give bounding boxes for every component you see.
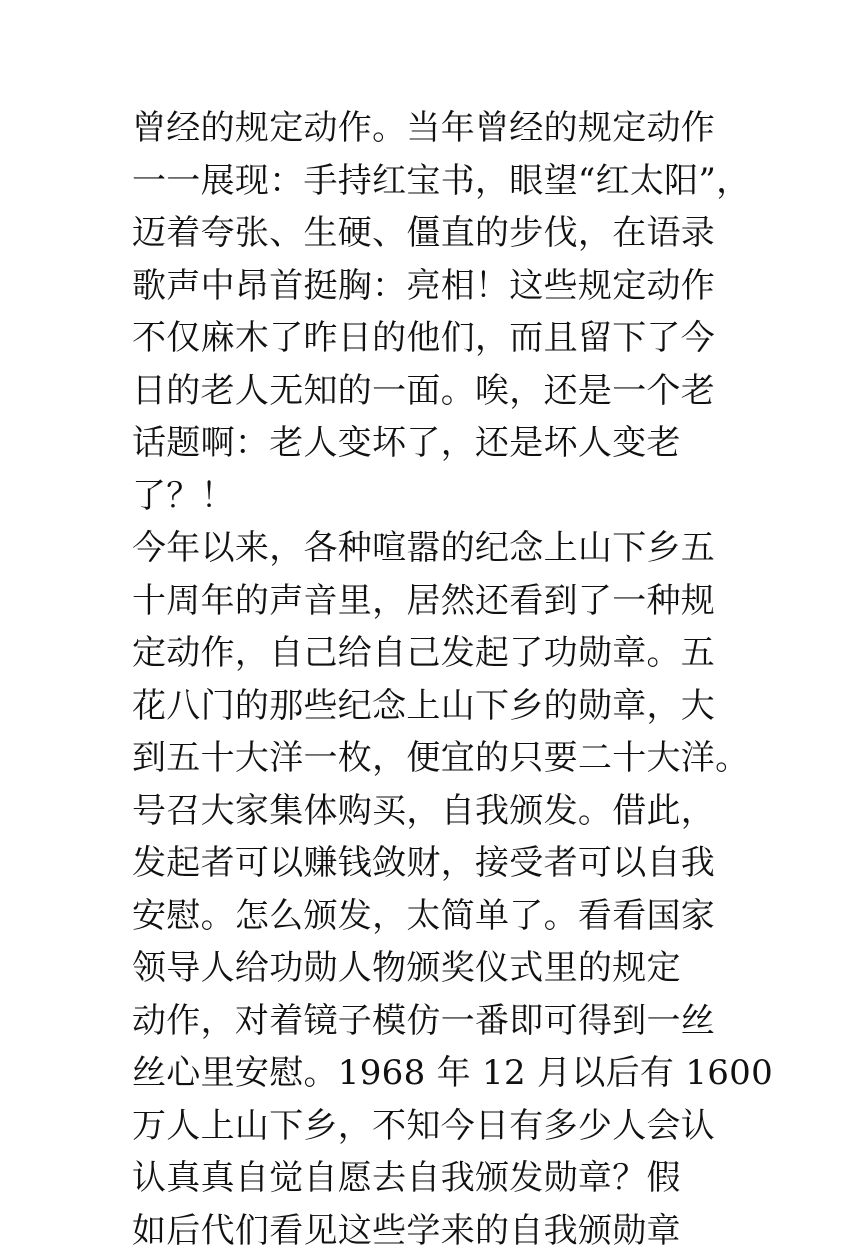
text-line: 了？！ xyxy=(132,470,772,523)
text-line: 到五十大洋一枚，便宜的只要二十大洋。 xyxy=(132,732,772,785)
text-line: 如后代们看见这些学来的自我颁勋章 xyxy=(132,1205,772,1257)
text-line: 今年以来，各种喧嚣的纪念上山下乡五 xyxy=(132,522,772,575)
text-line: 安慰。怎么颁发，太简单了。看看国家 xyxy=(132,890,772,943)
text-line: 万人上山下乡，不知今日有多少人会认 xyxy=(132,1100,772,1153)
text-line: 号召大家集体购买，自我颁发。借此， xyxy=(132,785,772,838)
body-text xyxy=(132,102,772,1257)
text-line: 话题啊：老人变坏了，还是坏人变老 xyxy=(132,417,772,470)
text-line: 花八门的那些纪念上山下乡的勋章，大 xyxy=(132,680,772,733)
text-line: 一一展现：手持红宝书，眼望“红太阳”， xyxy=(132,155,772,208)
text-line: 定动作，自己给自己发起了功勋章。五 xyxy=(132,627,772,680)
text-line: 歌声中昂首挺胸：亮相！这些规定动作 xyxy=(132,260,772,313)
text-line: 动作，对着镜子模仿一番即可得到一丝 xyxy=(132,995,772,1048)
text-line: 丝心里安慰。1968 年 12 月以后有 1600 xyxy=(132,1047,772,1100)
text-line: 曾经的规定动作。当年曾经的规定动作 xyxy=(132,102,772,155)
text-line: 认真真自觉自愿去自我颁发勋章？假 xyxy=(132,1152,772,1205)
text-line: 日的老人无知的一面。唉，还是一个老 xyxy=(132,365,772,418)
text-line: 发起者可以赚钱敛财，接受者可以自我 xyxy=(132,837,772,890)
text-line: 领导人给功勋人物颁奖仪式里的规定 xyxy=(132,942,772,995)
text-line: 不仅麻木了昨日的他们，而且留下了今 xyxy=(132,312,772,365)
text-line: 十周年的声音里，居然还看到了一种规 xyxy=(132,575,772,628)
text-line: 迈着夸张、生硬、僵直的步伐，在语录 xyxy=(132,207,772,260)
